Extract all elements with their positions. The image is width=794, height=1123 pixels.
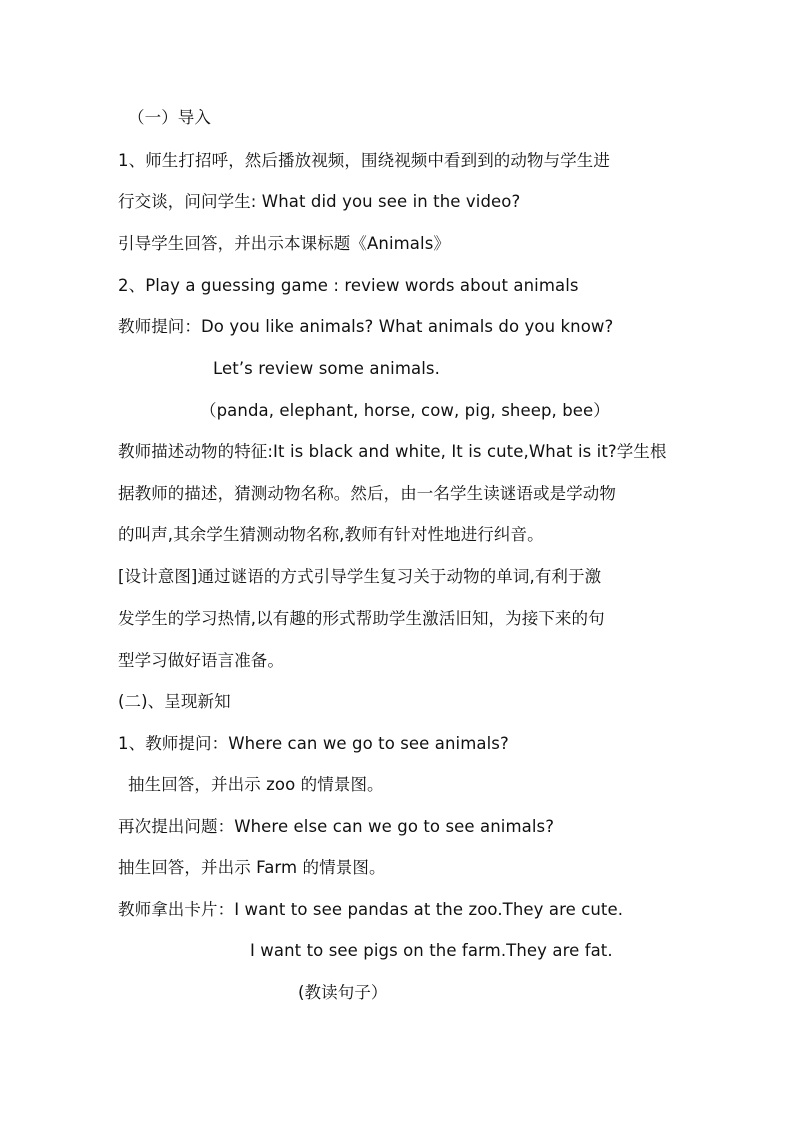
paragraph-line: 发学生的学习热情,以有趣的形式帮助学生激活旧知，为接下来的句 xyxy=(118,609,605,628)
paragraph-line: 抽生回答，并出示 Farm 的情景图。 xyxy=(118,858,386,877)
paragraph-line: 教师拿出卡片：I want to see pandas at the zoo.They are cute. xyxy=(118,900,624,919)
paragraph-line: (教读句子） xyxy=(298,983,388,1002)
paragraph-line: 的叫声,其余学生猜测动物名称,教师有针对性地进行纠音。 xyxy=(118,525,544,544)
paragraph-line: 教师描述动物的特征:It is black and white, It is cute,What is it?学生根 xyxy=(118,442,667,461)
paragraph-line: 型学习做好语言准备。 xyxy=(118,651,284,670)
paragraph-line: 1、师生打招呼，然后播放视频，围绕视频中看到到的动物与学生进 xyxy=(118,151,610,170)
paragraph-line: 引导学生回答，并出示本课标题《Animals》 xyxy=(118,234,450,253)
paragraph-line: 1、教师提问：Where can we go to see animals? xyxy=(118,734,509,753)
paragraph-line: 据教师的描述，猜测动物名称。然后，由一名学生读谜语或是学动物 xyxy=(118,484,616,503)
paragraph-line: （panda, elephant, horse, cow, pig, sheep, bee） xyxy=(200,401,610,420)
paragraph-line: 2、Play a guessing game : review words about animals xyxy=(118,276,579,295)
paragraph-line: 行交谈，问问学生: What did you see in the video? xyxy=(118,192,521,211)
paragraph-line: 再次提出问题：Where else can we go to see animals? xyxy=(118,817,555,836)
paragraph-line: I want to see pigs on the farm.They are fat. xyxy=(250,941,613,960)
section-heading-introduction: （一）导入 xyxy=(128,108,211,127)
paragraph-line: 抽生回答，并出示 zoo 的情景图。 xyxy=(128,775,384,794)
paragraph-line: 教师提问：Do you like animals? What animals do you know? xyxy=(118,317,614,336)
section-heading-new-content: (二)、呈现新知 xyxy=(118,692,231,711)
paragraph-line: [设计意图]通过谜语的方式引导学生复习关于动物的单词,有利于激 xyxy=(118,567,602,586)
paragraph-line: Let’s review some animals. xyxy=(213,359,440,378)
